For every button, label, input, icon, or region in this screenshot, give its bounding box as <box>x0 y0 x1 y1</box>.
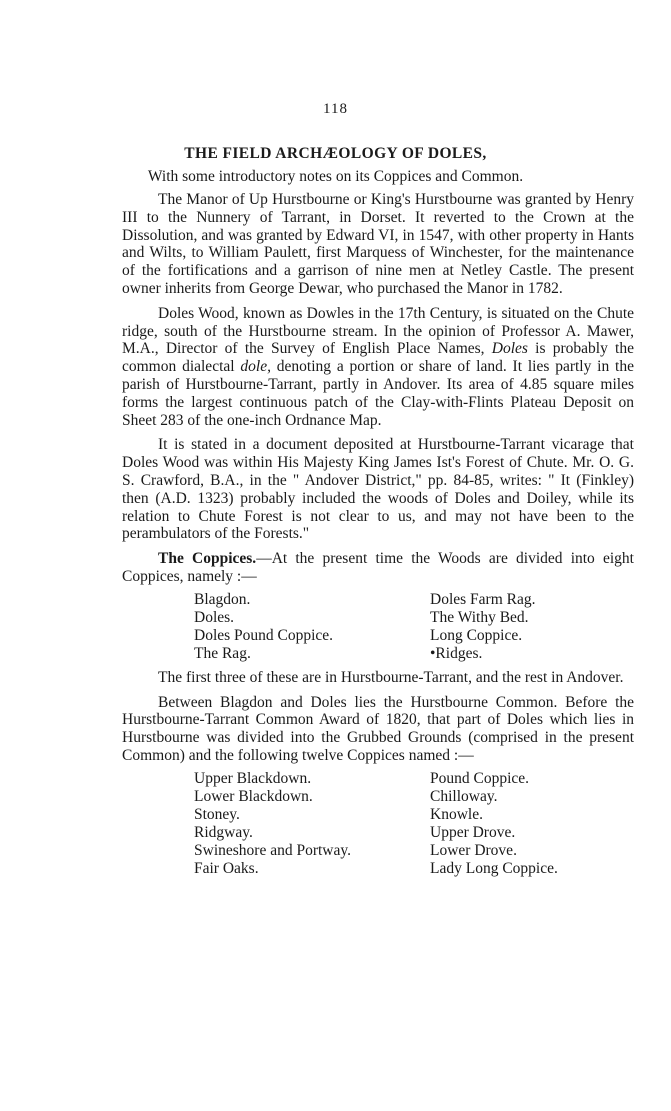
paragraph-doles-wood-part-a: Doles Wood, known as Dowles in the 17th Century, is situated on the Chute ridge, south of the Hurstbourne stream. In the opinion of Professor A. Mawer, M.A., Director of the Survey of English Place Names, <box>122 304 634 358</box>
coppice-name: Doles. <box>194 608 235 626</box>
coppice-name: Chilloway. <box>430 787 498 805</box>
coppice-name: Knowle. <box>430 805 483 823</box>
coppice-name: Swineshore and Portway. <box>194 841 351 859</box>
article-body <box>122 191 634 884</box>
section-lead-coppices: The Coppices. <box>158 550 257 568</box>
coppice-name: Lower Blackdown. <box>194 787 313 805</box>
coppice-name: Pound Coppice. <box>430 769 530 787</box>
article-title: THE FIELD ARCHÆOLOGY OF DOLES, <box>184 145 487 162</box>
coppice-name: •Ridges. <box>430 644 483 662</box>
coppice-name: The Withy Bed. <box>430 608 529 626</box>
paragraph-doles-wood-part-c: denoting a portion or share of land. It lies partly in the parish of Hurstbourne-Tarrant, partly in Andover. Its area of 4.85 square miles forms the largest continuous patch of the Clay-with-Flints Plateau Deposit on Sheet 283 of the one-inch Ordnance Map. <box>122 358 634 429</box>
paragraph-doles-wood-part-b: is probably the common dialectal <box>122 340 634 376</box>
paragraph-forest-of-chute: It is stated in a document deposited at Hurstbourne-Tarrant vicarage that Doles Wood was within His Majesty King James Ist's Forest of Chute. Mr. O. G. S. Crawford, B.A., in the " Andover District," pp. 84-85, writes: " It (Finkley) then (A.D. 1323) probably included the woods of Doles and Doiley, while its relation to Chute Forest is not clear to us, and may not have been to the perambulators of the Forests." <box>122 436 634 543</box>
coppice-name: Doles Farm Rag. <box>430 590 536 608</box>
coppice-name: Blagdon. <box>194 590 251 608</box>
article-subtitle: With some introductory notes on its Coppices and Common. <box>147 168 524 185</box>
coppice-name: Fair Oaks. <box>194 859 259 877</box>
coppice-name: Upper Drove. <box>430 823 516 841</box>
paragraph-common: Between Blagdon and Doles lies the Hurstbourne Common. Before the Hurstbourne-Tarrant Common Award of 1820, that part of Doles which lies in Hurstbourne was divided into the Grubbed Grounds (comprised in the present Common) and the following twelve Coppices named :— <box>122 693 634 764</box>
coppice-name: Stoney. <box>194 805 240 823</box>
coppice-name: Upper Blackdown. <box>194 769 312 787</box>
coppice-name: Ridgway. <box>194 823 253 841</box>
paragraph-coppices-intro <box>122 550 634 586</box>
page-number: 118 <box>323 101 348 117</box>
term-doles: Doles <box>491 340 528 358</box>
coppice-name: Lady Long Coppice. <box>430 859 558 877</box>
coppice-name: Lower Drove. <box>430 841 517 859</box>
eight-coppices-list <box>194 591 634 663</box>
paragraph-parishes: The first three of these are in Hurstbourne-Tarrant, and the rest in Andover. <box>158 668 624 686</box>
coppice-name: Doles Pound Coppice. <box>194 626 334 644</box>
paragraph-doles-wood <box>122 305 634 430</box>
coppice-name: Long Coppice. <box>430 626 523 644</box>
twelve-coppices-list <box>194 770 634 878</box>
term-dole: dole, <box>240 358 271 376</box>
paragraph-manor: The Manor of Up Hurstbourne or King's Hurstbourne was granted by Henry III to the Nunnery of Tarrant, in Dorset. It reverted to the Crown at the Dissolution, and was granted by Edward VI, in 1547, with other property in Hants and Wilts, to William Paulett, first Marquess of Winchester, for the maintenance of the fortifications and a garrison of nine men at Netley Castle. The present owner inherits from George Dewar, who purchased the Manor in 1782. <box>122 191 634 297</box>
coppice-name: The Rag. <box>194 644 251 662</box>
paragraph-coppices-intro-text: —At the present time the Woods are divided into eight Coppices, namely :— <box>122 550 634 585</box>
